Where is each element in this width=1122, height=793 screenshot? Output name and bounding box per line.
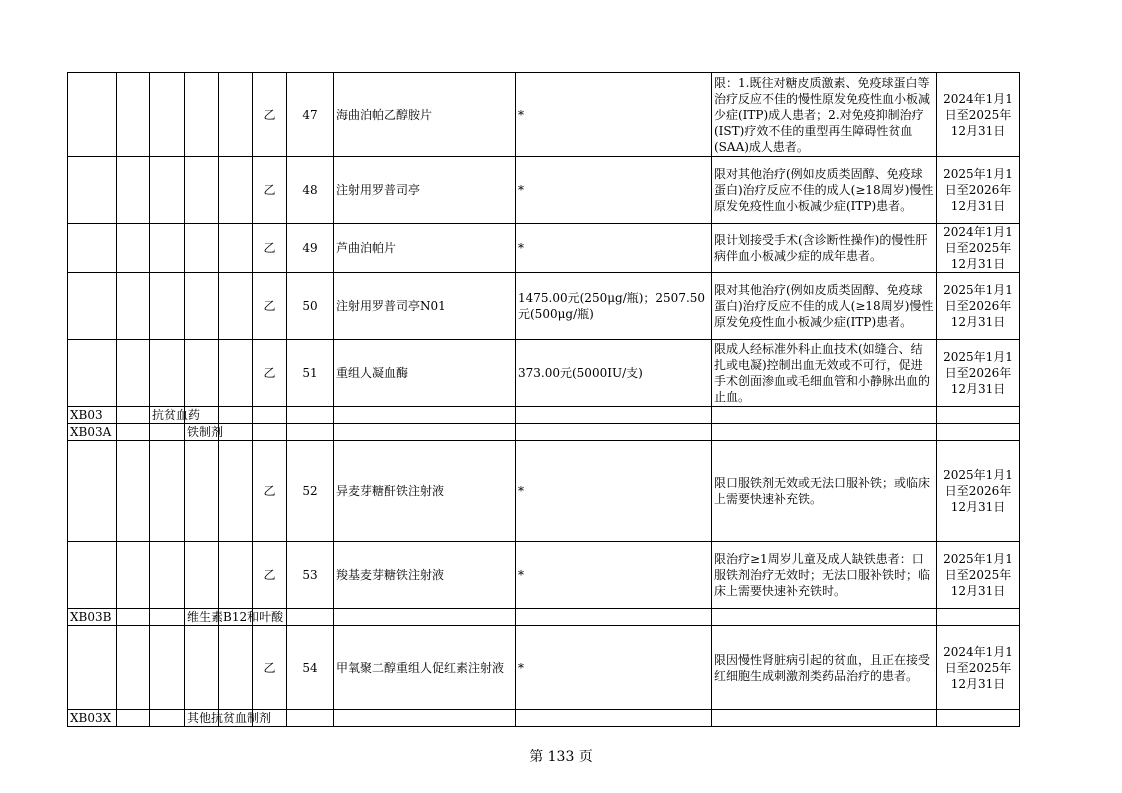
category-row (68, 407, 1020, 424)
insurance-class: 乙 (253, 224, 287, 273)
hierarchy-cell (219, 157, 253, 224)
drug-price: * (516, 73, 712, 157)
empty-cell (516, 609, 712, 626)
drug-number: 51 (287, 340, 334, 407)
hierarchy-cell (150, 424, 185, 441)
hierarchy-cell (219, 407, 253, 424)
hierarchy-cell (185, 273, 219, 340)
empty-cell (253, 407, 287, 424)
drug-remark: 限治疗≥1周岁儿童及成人缺铁患者：口服铁剂治疗无效时；无法口服补铁时；临床上需要快速补充铁时。 (712, 542, 937, 609)
hierarchy-cell (185, 340, 219, 407)
hierarchy-cell (68, 73, 117, 157)
hierarchy-cell (68, 542, 117, 609)
validity-period: 2025年1月1日至2026年12月31日 (937, 340, 1020, 407)
drug-number: 48 (287, 157, 334, 224)
hierarchy-cell (117, 340, 150, 407)
hierarchy-cell (150, 441, 185, 542)
category-label: 抗贫血药 (150, 407, 185, 424)
drug-catalog-table (67, 72, 1020, 727)
hierarchy-cell (117, 710, 150, 727)
hierarchy-cell (150, 609, 185, 626)
hierarchy-cell (150, 157, 185, 224)
category-code: XB03 (68, 407, 117, 424)
empty-cell (287, 424, 334, 441)
hierarchy-cell (117, 73, 150, 157)
empty-cell (334, 424, 516, 441)
hierarchy-cell (150, 542, 185, 609)
validity-period: 2025年1月1日至2026年12月31日 (937, 273, 1020, 340)
empty-cell (287, 407, 334, 424)
insurance-class: 乙 (253, 273, 287, 340)
hierarchy-cell (219, 542, 253, 609)
insurance-class: 乙 (253, 73, 287, 157)
empty-cell (937, 424, 1020, 441)
empty-cell (516, 424, 712, 441)
drug-row (68, 157, 1020, 224)
hierarchy-cell (68, 626, 117, 710)
category-code: XB03A (68, 424, 117, 441)
validity-period: 2025年1月1日至2025年12月31日 (937, 542, 1020, 609)
hierarchy-cell (117, 224, 150, 273)
category-code: XB03B (68, 609, 117, 626)
hierarchy-cell (150, 73, 185, 157)
category-code: XB03X (68, 710, 117, 727)
hierarchy-cell (185, 224, 219, 273)
category-label: 铁制剂 (185, 424, 219, 441)
drug-price: * (516, 626, 712, 710)
drug-row (68, 73, 1020, 157)
empty-cell (334, 609, 516, 626)
validity-period: 2025年1月1日至2026年12月31日 (937, 157, 1020, 224)
hierarchy-cell (219, 626, 253, 710)
hierarchy-cell (117, 441, 150, 542)
validity-period: 2024年1月1日至2025年12月31日 (937, 626, 1020, 710)
drug-name: 注射用罗普司亭N01 (334, 273, 516, 340)
empty-cell (937, 710, 1020, 727)
hierarchy-cell (185, 441, 219, 542)
insurance-class: 乙 (253, 626, 287, 710)
hierarchy-cell (150, 710, 185, 727)
hierarchy-cell (150, 626, 185, 710)
empty-cell (287, 710, 334, 727)
insurance-class: 乙 (253, 340, 287, 407)
drug-row (68, 340, 1020, 407)
category-row (68, 609, 1020, 626)
hierarchy-cell (219, 340, 253, 407)
drug-name: 注射用罗普司亭 (334, 157, 516, 224)
empty-cell (712, 407, 937, 424)
drug-price: * (516, 542, 712, 609)
empty-cell (516, 710, 712, 727)
empty-cell (334, 710, 516, 727)
drug-remark: 限：1.既往对糖皮质激素、免疫球蛋白等治疗反应不佳的慢性原发免疫性血小板减少症(ITP)成人患者；2.对免疫抑制治疗(IST)疗效不佳的重型再生障碍性贫血(SAA)成人患者。 (712, 73, 937, 157)
validity-period: 2024年1月1日至2025年12月31日 (937, 224, 1020, 273)
drug-remark: 限计划接受手术(含诊断性操作)的慢性肝病伴血小板减少症的成年患者。 (712, 224, 937, 273)
empty-cell (334, 407, 516, 424)
hierarchy-cell (117, 424, 150, 441)
validity-period: 2024年1月1日至2025年12月31日 (937, 73, 1020, 157)
drug-name: 重组人凝血酶 (334, 340, 516, 407)
drug-price: * (516, 157, 712, 224)
empty-cell (712, 710, 937, 727)
insurance-class: 乙 (253, 542, 287, 609)
insurance-class: 乙 (253, 157, 287, 224)
hierarchy-cell (185, 73, 219, 157)
hierarchy-cell (150, 273, 185, 340)
category-label: 其他抗贫血制剂 (185, 710, 219, 727)
hierarchy-cell (219, 424, 253, 441)
hierarchy-cell (117, 626, 150, 710)
hierarchy-cell (185, 157, 219, 224)
empty-cell (937, 407, 1020, 424)
drug-name: 芦曲泊帕片 (334, 224, 516, 273)
drug-remark: 限因慢性肾脏病引起的贫血，且正在接受红细胞生成刺激剂类药品治疗的患者。 (712, 626, 937, 710)
category-label: 维生素B12和叶酸 (185, 609, 219, 626)
hierarchy-cell (117, 157, 150, 224)
drug-row (68, 441, 1020, 542)
drug-price: * (516, 441, 712, 542)
validity-period: 2025年1月1日至2026年12月31日 (937, 441, 1020, 542)
drug-price: * (516, 224, 712, 273)
empty-cell (253, 424, 287, 441)
hierarchy-cell (117, 609, 150, 626)
category-row (68, 424, 1020, 441)
drug-remark: 限成人经标准外科止血技术(如缝合、结扎或电凝)控制出血无效或不可行，促进手术创面渗血或毛细血管和小静脉出血的止血。 (712, 340, 937, 407)
drug-remark: 限口服铁剂无效或无法口服补铁；或临床上需要快速补充铁。 (712, 441, 937, 542)
drug-number: 47 (287, 73, 334, 157)
drug-number: 49 (287, 224, 334, 273)
insurance-class: 乙 (253, 441, 287, 542)
hierarchy-cell (68, 340, 117, 407)
drug-name: 异麦芽糖酐铁注射液 (334, 441, 516, 542)
hierarchy-cell (68, 273, 117, 340)
empty-cell (712, 424, 937, 441)
page-number: 第 133 页 (529, 749, 593, 765)
drug-row (68, 542, 1020, 609)
hierarchy-cell (150, 340, 185, 407)
drug-number: 53 (287, 542, 334, 609)
hierarchy-cell (219, 224, 253, 273)
drug-row (68, 224, 1020, 273)
drug-number: 54 (287, 626, 334, 710)
hierarchy-cell (150, 224, 185, 273)
drug-number: 52 (287, 441, 334, 542)
hierarchy-cell (68, 157, 117, 224)
hierarchy-cell (68, 441, 117, 542)
drug-price: 1475.00元(250μg/瓶)；2507.50元(500μg/瓶) (516, 273, 712, 340)
drug-row (68, 626, 1020, 710)
hierarchy-cell (185, 626, 219, 710)
drug-number: 50 (287, 273, 334, 340)
hierarchy-cell (68, 224, 117, 273)
drug-name: 海曲泊帕乙醇胺片 (334, 73, 516, 157)
hierarchy-cell (117, 273, 150, 340)
hierarchy-cell (117, 407, 150, 424)
drug-row (68, 273, 1020, 340)
empty-cell (287, 609, 334, 626)
hierarchy-cell (219, 73, 253, 157)
drug-remark: 限对其他治疗(例如皮质类固醇、免疫球蛋白)治疗反应不佳的成人(≥18周岁)慢性原发免疫性血小板减少症(ITP)患者。 (712, 157, 937, 224)
hierarchy-cell (219, 441, 253, 542)
hierarchy-cell (219, 273, 253, 340)
hierarchy-cell (185, 542, 219, 609)
empty-cell (516, 407, 712, 424)
category-row (68, 710, 1020, 727)
hierarchy-cell (117, 542, 150, 609)
drug-name: 羧基麦芽糖铁注射液 (334, 542, 516, 609)
empty-cell (712, 609, 937, 626)
empty-cell (937, 609, 1020, 626)
drug-name: 甲氧聚二醇重组人促红素注射液 (334, 626, 516, 710)
drug-remark: 限对其他治疗(例如皮质类固醇、免疫球蛋白)治疗反应不佳的成人(≥18周岁)慢性原发免疫性血小板减少症(ITP)患者。 (712, 273, 937, 340)
drug-price: 373.00元(5000IU/支) (516, 340, 712, 407)
